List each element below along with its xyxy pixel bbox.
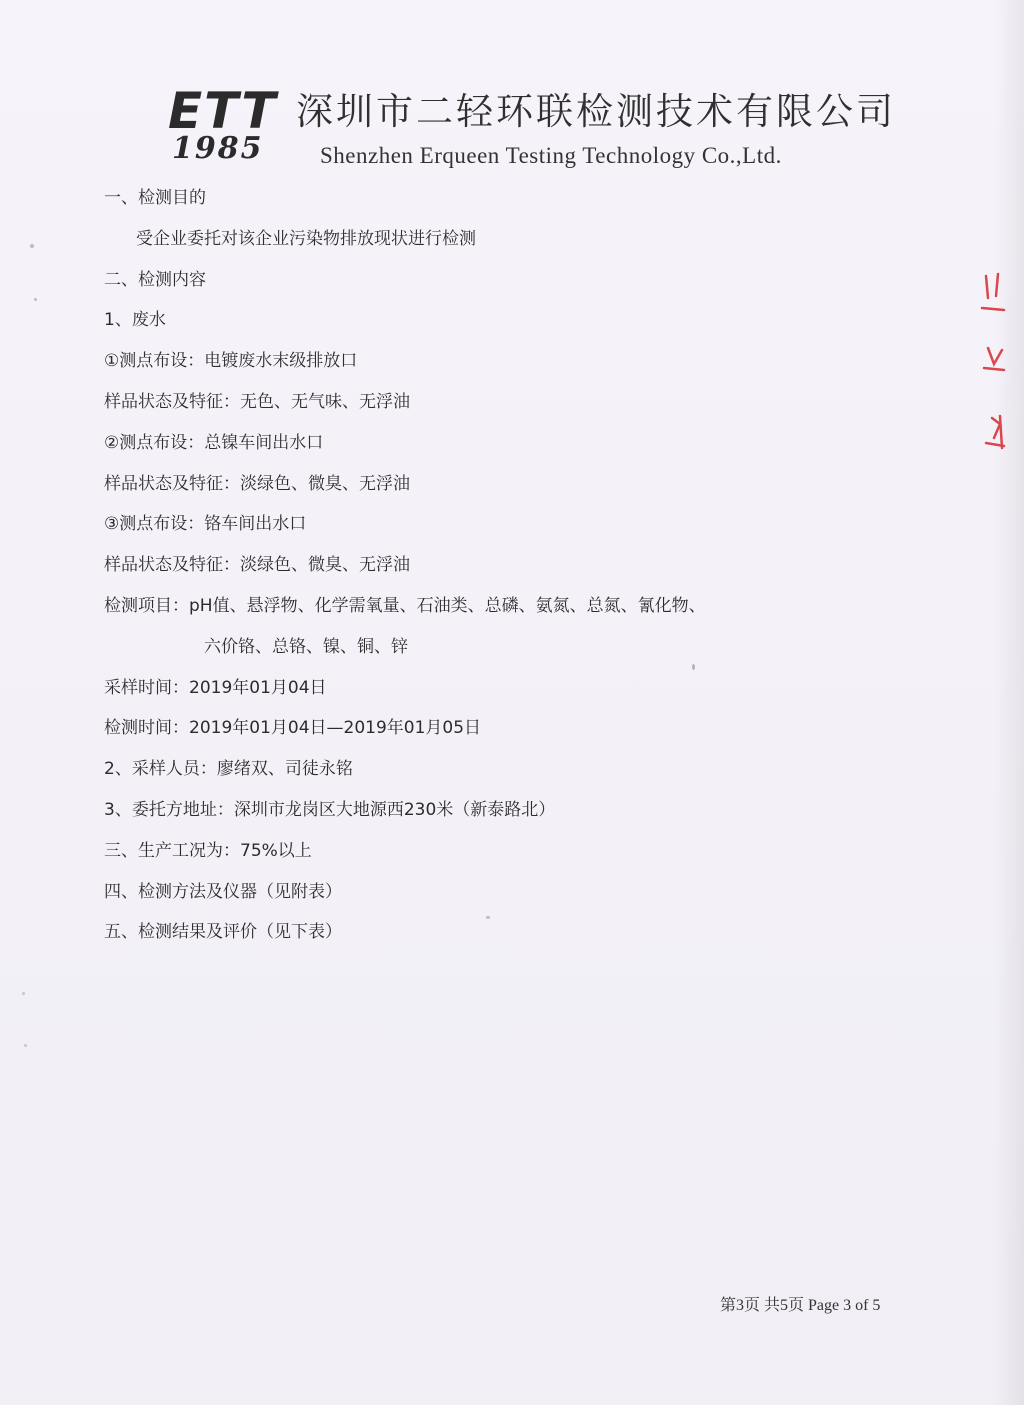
sampling-point-1: ①测点布设：电镀废水末级排放口 (104, 351, 358, 372)
scan-speck (34, 298, 37, 301)
production-condition: 三、生产工况为：75%以上 (104, 840, 312, 861)
company-logo: ETT (168, 82, 278, 140)
letterhead (0, 0, 1024, 180)
company-name-cn: 深圳市二轻环联检测技术有限公司 (296, 90, 896, 133)
section-heading-content: 二、检测内容 (104, 269, 206, 290)
testing-date: 检测时间：2019年01月04日—2019年01月05日 (104, 718, 482, 739)
seal-stamp-fragment (978, 268, 1008, 468)
sampling-point-3: ③测点布设：铬车间出水口 (104, 514, 307, 535)
company-name-en: Shenzhen Erqueen Testing Technology Co.,Ltd. (320, 143, 782, 168)
logo-year: 1985 (172, 131, 264, 166)
test-items: 检测项目：pH值、悬浮物、化学需氧量、石油类、总磷、氨氮、总氮、氰化物、 (104, 595, 706, 616)
report-content (104, 178, 904, 953)
sampling-personnel: 2、采样人员：廖绪双、司徒永铭 (104, 759, 353, 780)
page-edge-shadow (994, 0, 1024, 1405)
section-heading-purpose: 一、检测目的 (104, 188, 206, 208)
test-items-continued: 六价铬、总铬、镍、铜、锌 (204, 636, 408, 657)
client-address: 3、委托方地址：深圳市龙岗区大地源西230米（新泰路北） (104, 799, 556, 820)
page-number: 第3页 共5页 Page 3 of 5 (720, 1297, 881, 1314)
section-heading-results: 五、检测结果及评价（见下表） (104, 922, 342, 943)
sampling-date: 采样时间：2019年01月04日 (104, 677, 327, 698)
sample-state-3: 样品状态及特征：淡绿色、微臭、无浮油 (104, 555, 410, 576)
subsection-wastewater: 1、废水 (104, 310, 166, 331)
scan-speck (22, 992, 25, 995)
sample-state-2: 样品状态及特征：淡绿色、微臭、无浮油 (104, 473, 410, 494)
scan-speck (30, 244, 34, 248)
section-heading-methods: 四、检测方法及仪器（见附表） (104, 881, 342, 902)
sample-state-1: 样品状态及特征：无色、无气味、无浮油 (104, 391, 410, 412)
sampling-point-2: ②测点布设：总镍车间出水口 (104, 432, 324, 453)
scan-speck (486, 916, 490, 919)
purpose-text: 受企业委托对该企业污染物排放现状进行检测 (136, 228, 476, 249)
scan-speck (692, 664, 695, 670)
scan-speck (24, 1044, 27, 1047)
